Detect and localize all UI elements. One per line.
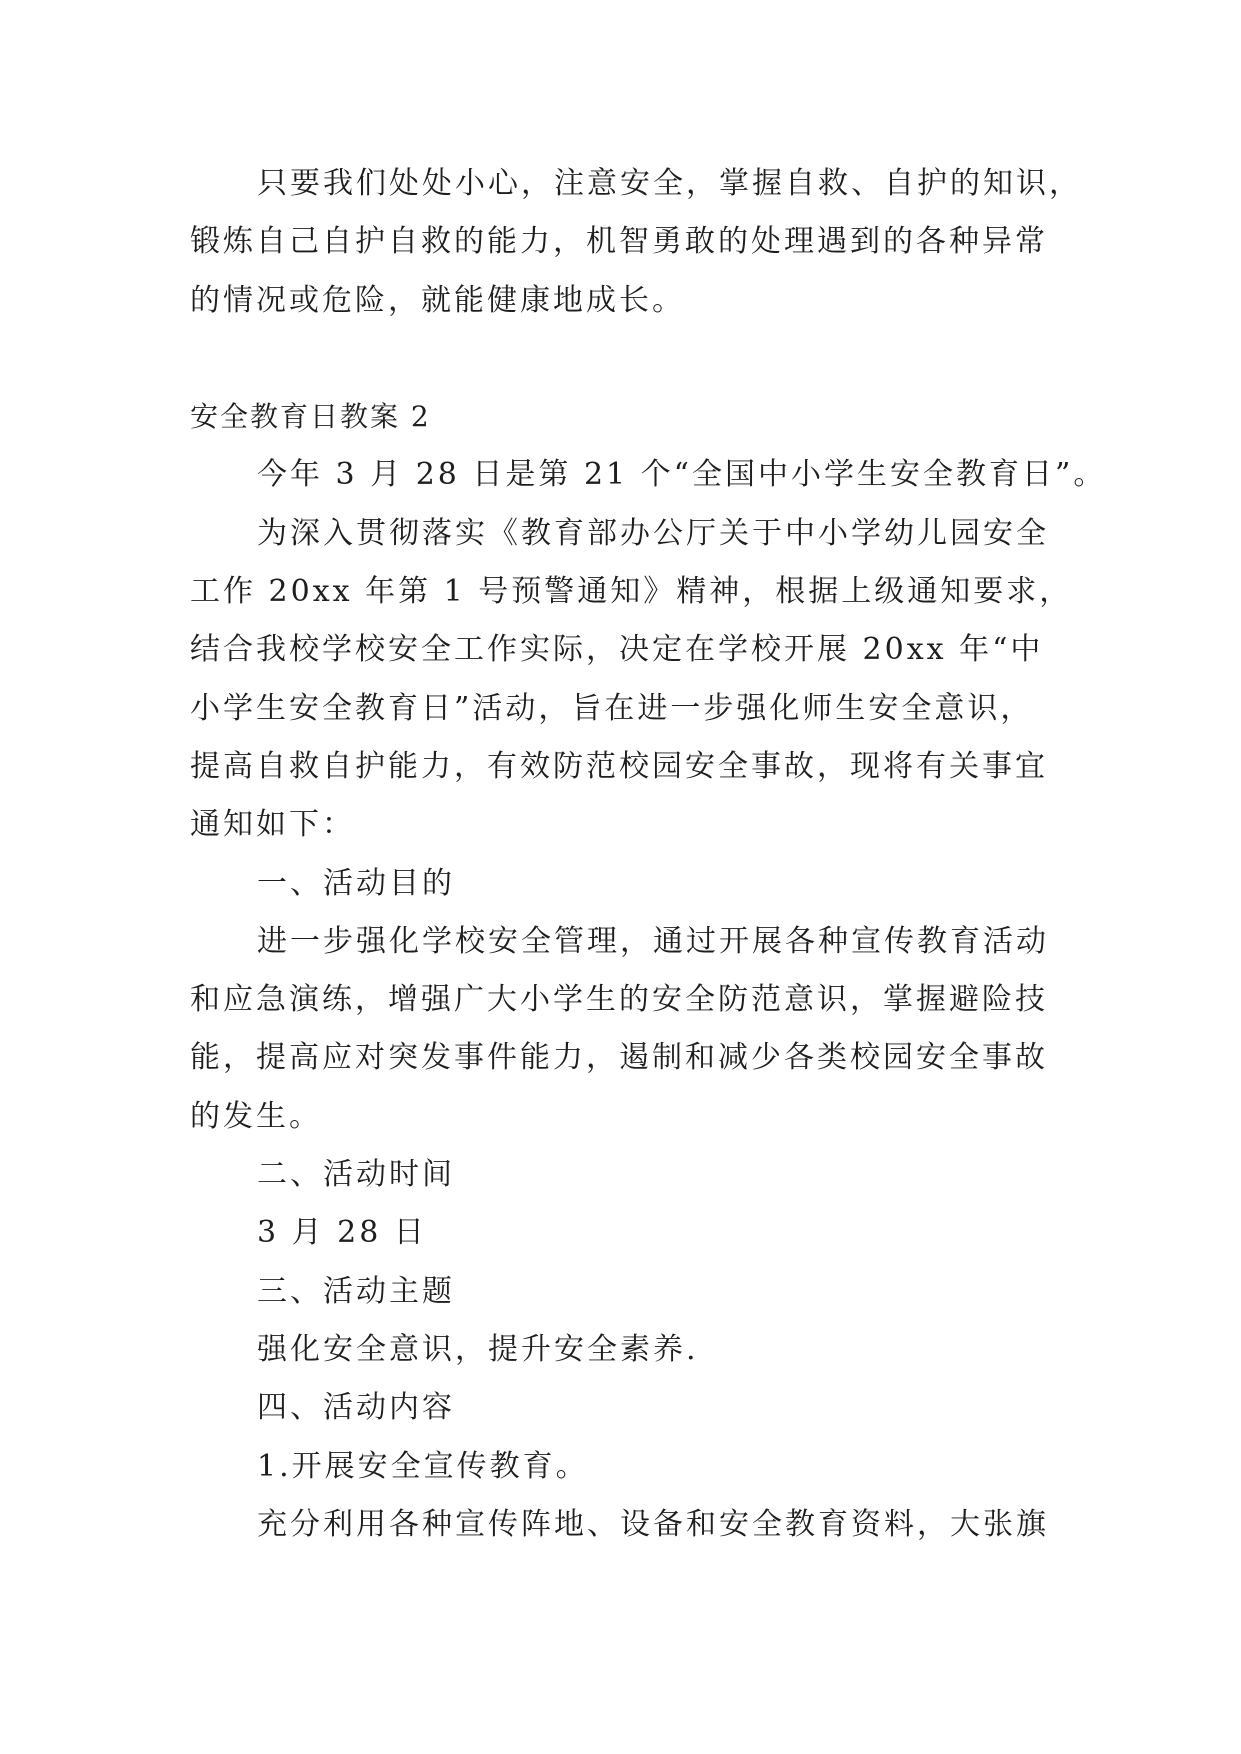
paragraph-line: 提高自救自护能力，有效防范校园安全事故，现将有关事宜 [190, 748, 1048, 784]
activity-date: 3 月 28 日 [257, 1215, 427, 1251]
section-heading: 三、活动主题 [257, 1273, 455, 1309]
section-content [190, 1379, 1190, 1554]
paragraph-line: 通知如下： [190, 807, 355, 843]
paragraph-line: 的情况或危险，就能健康地成长。 [190, 282, 685, 318]
paragraph-line: 只要我们处处小心，注意安全，掌握自救、自护的知识， [257, 166, 1082, 201]
notice-paragraph [190, 505, 1190, 855]
section-heading: 四、活动内容 [257, 1390, 455, 1426]
intro-paragraph: 今年 3 月 28 日是第 21 个“全国中小学生安全教育日”。 [257, 457, 1107, 493]
paragraph-line: 结合我校学校安全工作实际，决定在学校开展 20xx 年“中 [190, 632, 1044, 668]
paragraph-line: 和应急演练，增强广大小学生的安全防范意识，掌握避险技 [190, 982, 1048, 1018]
section-theme [190, 1263, 1190, 1380]
document-body [190, 155, 1190, 1554]
closing-paragraph [190, 155, 1190, 330]
section-heading: 一、活动目的 [257, 865, 455, 901]
paragraph-line: 工作 20xx 年第 1 号预警通知》精神，根据上级通知要求， [190, 574, 1073, 610]
paragraph-line: 进一步强化学校安全管理，通过开展各种宣传教育活动 [257, 923, 1049, 959]
paragraph-line: 锻炼自己自护自救的能力，机智勇敢的处理遇到的各种异常 [190, 224, 1048, 260]
paragraph-line: 的发生。 [190, 1098, 322, 1134]
paragraph-line: 充分利用各种宣传阵地、设备和安全教育资料，大张旗 [257, 1506, 1049, 1542]
paragraph-line: 为深入贯彻落实《教育部办公厅关于中小学幼儿园安全 [257, 515, 1049, 551]
content-item-title: 1.开展安全宣传教育。 [257, 1448, 589, 1484]
paragraph-line: 小学生安全教育日”活动，旨在进一步强化师生安全意识， [190, 690, 1034, 726]
section-heading: 二、活动时间 [257, 1157, 455, 1193]
section-time [190, 1146, 1190, 1263]
paragraph-line: 能，提高应对突发事件能力，遏制和减少各类校园安全事故 [190, 1040, 1048, 1076]
activity-theme: 强化安全意识，提升安全素养. [257, 1331, 699, 1367]
blank-line [190, 330, 1190, 388]
section-purpose [190, 855, 1190, 1146]
lesson-title: 安全教育日教案 2 [190, 400, 431, 434]
